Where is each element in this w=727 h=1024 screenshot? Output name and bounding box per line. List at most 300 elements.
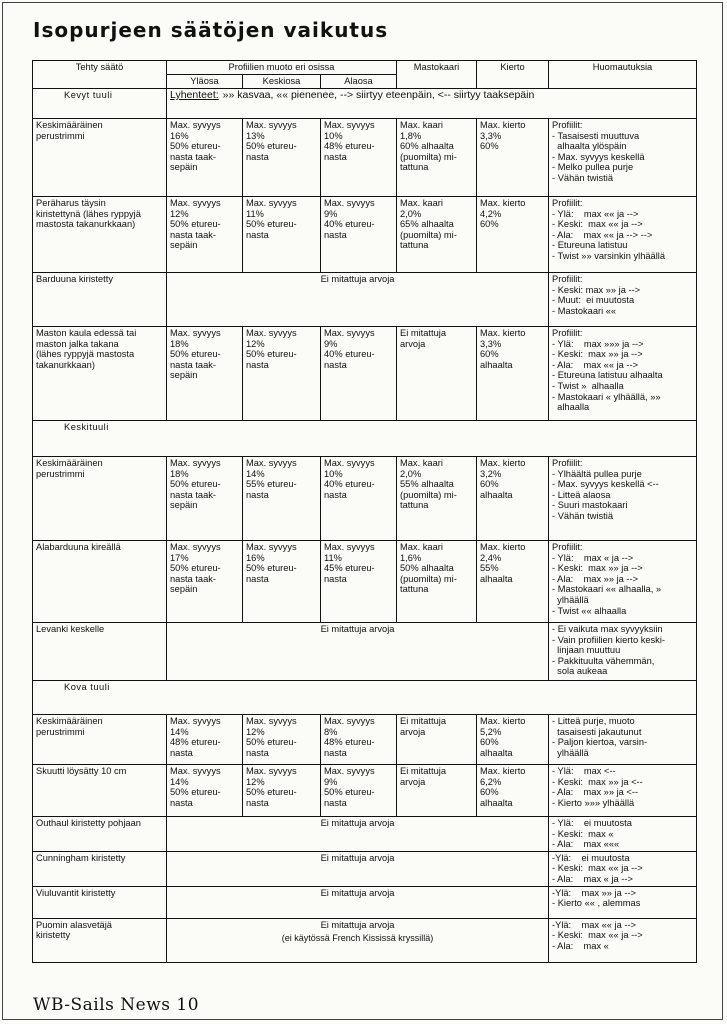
middle-cell	[243, 197, 321, 273]
twist-cell	[477, 541, 549, 623]
adjustment-cell-line: takanurkkaan)	[36, 359, 95, 370]
notes-cell-line: - Keski: max »» ja -->	[552, 349, 643, 360]
table-row	[33, 327, 697, 421]
adjustment-cell-line: Puomin alasvetäjä	[36, 919, 112, 930]
notes-cell-line: - Tasaisesti muuttuva	[552, 130, 640, 141]
mast-cell-line: arvoja	[400, 726, 426, 737]
header-notes: Huomautuksia	[549, 61, 697, 89]
middle-cell-line: nasta	[246, 229, 269, 240]
notes-cell-line: Profiilit:	[552, 198, 583, 208]
table-row	[33, 918, 697, 962]
adjustment-cell	[33, 817, 167, 852]
section-title: Keskituuli	[64, 422, 109, 432]
mast-cell-line: (puomilta) mi-	[400, 229, 457, 240]
notes-cell-line: sola aukeaa	[552, 666, 608, 677]
lower-cell-line: 10%	[324, 468, 343, 479]
notes-cell-line: Profiilit:	[552, 458, 583, 468]
notes-cell-line: linjaan muuttuu	[552, 645, 621, 656]
adjustment-cell-line: Outhaul kiristetty pohjaan	[36, 818, 141, 828]
upper-cell-line: sepäin	[170, 370, 198, 381]
twist-cell	[477, 715, 549, 765]
mast-cell-line: Ei mitattuja	[400, 328, 447, 338]
lower-cell-line: 45% etureu-	[324, 563, 375, 574]
upper-cell-line: nasta taak-	[170, 489, 216, 500]
adjustments-table	[32, 60, 697, 963]
adjustment-cell	[33, 918, 167, 962]
notes-cell-line: - Ala: max «« ja -->	[552, 359, 639, 370]
twist-cell-line: Max. kierto	[480, 542, 526, 552]
adjustment-cell-line: Alabarduuna kireällä	[36, 542, 121, 552]
upper-cell-line: Max. syvyys	[170, 542, 221, 552]
middle-cell-line: 50% etureu-	[246, 563, 297, 574]
notes-cell-line: - Muut: ei muutosta	[552, 295, 635, 306]
mast-cell-line: 65% alhaalta	[400, 219, 454, 230]
notes-cell-line: - Max. syvyys keskellä	[552, 151, 645, 162]
table-row	[33, 273, 697, 327]
notes-cell-line: - Twist «« alhaalla	[552, 605, 627, 616]
notes-cell-line: -Ylä: ei muutosta	[552, 852, 630, 863]
notes-cell-line: - Mastokaari ««	[552, 305, 617, 316]
upper-cell-line: 50% etureu-	[170, 141, 221, 152]
lower-cell	[321, 327, 397, 421]
notes-cell-line: - Keski: max «« ja -->	[552, 930, 643, 941]
notes-cell	[549, 273, 697, 327]
notes-cell-line: - Etureuna latistuu alhaalta	[552, 370, 663, 381]
no-data-cell	[167, 886, 549, 918]
notes-cell-line: - Ala: max »» ja <--	[552, 787, 639, 798]
adjustment-cell-line: perustrimmi	[36, 130, 85, 141]
notes-cell-line: Profiilit:	[552, 274, 583, 284]
upper-cell-line: 17%	[170, 552, 189, 563]
notes-cell-line: - Mastokaari «« alhaalla, »	[552, 584, 662, 595]
twist-cell-line: 3,3%	[480, 130, 502, 141]
adjustment-cell	[33, 851, 167, 886]
notes-cell-line: - Ylä: max »»» ja -->	[552, 338, 644, 349]
lower-cell-line: nasta	[324, 229, 347, 240]
twist-cell-line: Max. kierto	[480, 766, 526, 776]
table-row	[33, 197, 697, 273]
section-title-cell	[33, 89, 167, 119]
lower-cell	[321, 119, 397, 197]
middle-cell-line: Max. syvyys	[246, 542, 297, 552]
table-row	[33, 457, 697, 541]
notes-cell-line: - Ylhäältä pullea purje	[552, 468, 642, 479]
table-row	[33, 119, 697, 197]
twist-cell-line: alhaalta	[480, 489, 513, 500]
adjustment-cell-line: Viuluvantit kiristetty	[36, 887, 116, 898]
section-row	[33, 421, 697, 457]
mast-cell-line: arvoja	[400, 338, 426, 349]
middle-cell-line: 50% etureu-	[246, 141, 297, 152]
adjustment-cell	[33, 119, 167, 197]
mast-cell	[397, 197, 477, 273]
lower-cell-line: nasta	[324, 797, 347, 808]
page-footer: WB-Sails News 10	[33, 995, 200, 1015]
adjustment-cell	[33, 765, 167, 817]
notes-cell-line: - Ylä: max <--	[552, 766, 616, 776]
twist-cell-line: 3,3%	[480, 338, 502, 349]
twist-cell-line: 4,2%	[480, 208, 502, 219]
table-row	[33, 886, 697, 918]
upper-cell-line: sepäin	[170, 584, 198, 595]
no-data-text: Ei mitattuja arvoja	[320, 818, 395, 828]
middle-cell	[243, 327, 321, 421]
table-row	[33, 817, 697, 852]
upper-cell-line: 50% etureu-	[170, 479, 221, 490]
header-mast: Mastokaari	[397, 61, 477, 89]
middle-cell-line: 14%	[246, 468, 265, 479]
notes-cell-line: - Keski: max «« ja -->	[552, 863, 643, 874]
mast-cell-line: Ei mitattuja	[400, 716, 447, 726]
lower-cell-line: nasta	[324, 747, 347, 758]
lower-cell-line: Max. syvyys	[324, 766, 375, 776]
notes-cell	[549, 886, 697, 918]
twist-cell-line: Max. kierto	[480, 458, 526, 468]
legend-label: Lyhenteet:	[170, 89, 219, 101]
upper-cell-line: Max. syvyys	[170, 198, 221, 208]
notes-cell-line: - Ylä: max «« ja -->	[552, 208, 639, 219]
notes-cell	[549, 817, 697, 852]
notes-cell-line: - Keski: max »» ja <--	[552, 776, 643, 787]
middle-cell-line: 55% etureu-	[246, 479, 297, 490]
middle-cell-line: 50% etureu-	[246, 219, 297, 230]
upper-cell-line: Max. syvyys	[170, 328, 221, 338]
middle-cell-line: 11%	[246, 208, 264, 219]
mast-cell	[397, 715, 477, 765]
mast-cell	[397, 541, 477, 623]
notes-cell-line: - Ala: max « ja -->	[552, 873, 633, 884]
twist-cell	[477, 327, 549, 421]
section-row	[33, 89, 697, 119]
table-row	[33, 851, 697, 886]
adjustment-cell-line: Keskimääräinen	[36, 458, 103, 468]
mast-cell-line: Max. kaari	[400, 198, 443, 208]
no-data-cell	[167, 273, 549, 327]
upper-cell-line: 14%	[170, 726, 189, 737]
notes-cell-line: alhaalla	[552, 402, 590, 413]
middle-cell-line: nasta	[246, 747, 269, 758]
legend-text: »» kasvaa, «« pienenee, --> siirtyy eteenpäin, <-- siirtyy taaksepäin	[222, 89, 535, 101]
lower-cell-line: 40% etureu-	[324, 479, 375, 490]
upper-cell	[167, 197, 243, 273]
mast-cell-line: 60% alhaalta	[400, 141, 454, 152]
middle-cell	[243, 457, 321, 541]
twist-cell-line: 60%	[480, 349, 499, 360]
no-data-text: Ei mitattuja arvoja	[320, 624, 395, 634]
notes-cell-line: alhaalta ylöspäin	[552, 141, 627, 152]
upper-cell-line: 48% etureu-	[170, 737, 221, 748]
mast-cell-line: (puomilta) mi-	[400, 489, 457, 500]
middle-cell-line: 12%	[246, 338, 265, 349]
section-title-cell	[33, 681, 697, 715]
section-row	[33, 681, 697, 715]
twist-cell-line: Max. kierto	[480, 328, 526, 338]
upper-cell	[167, 765, 243, 817]
upper-cell-line: sepäin	[170, 500, 198, 511]
section-title: Kevyt tuuli	[64, 90, 113, 100]
mast-cell	[397, 765, 477, 817]
upper-cell-line: Max. syvyys	[170, 766, 221, 776]
twist-cell	[477, 457, 549, 541]
notes-cell-line: - Suuri mastokaari	[552, 500, 628, 511]
legend	[167, 89, 697, 119]
twist-cell-line: Max. kierto	[480, 120, 526, 130]
lower-cell-line: 9%	[324, 208, 338, 219]
upper-cell-line: sepäin	[170, 240, 198, 251]
mast-cell-line: 1,6%	[400, 552, 422, 563]
no-data-text: Ei mitattuja arvoja	[320, 919, 395, 930]
notes-cell-line: - Pakkituulta vähemmän,	[552, 655, 655, 666]
middle-cell-line: 16%	[246, 552, 265, 563]
adjustment-cell-line: mastosta takanurkkaan)	[36, 219, 136, 230]
twist-cell-line: 55%	[480, 563, 499, 574]
upper-cell-line: nasta taak-	[170, 229, 216, 240]
notes-cell-line: -Ylä: max «« ja -->	[552, 919, 636, 930]
twist-cell	[477, 765, 549, 817]
middle-cell-line: 12%	[246, 726, 265, 737]
middle-cell-line: 50% etureu-	[246, 349, 297, 360]
no-data-cell	[167, 623, 549, 681]
notes-cell-line: - Keski: max «	[552, 828, 614, 839]
upper-cell-line: nasta taak-	[170, 573, 216, 584]
adjustment-cell-line: Maston kaula edessä tai	[36, 328, 137, 338]
notes-cell-line: - Vähän twistiä	[552, 172, 613, 183]
twist-cell-line: alhaalta	[480, 797, 513, 808]
lower-cell-line: Max. syvyys	[324, 120, 375, 130]
upper-cell	[167, 541, 243, 623]
mast-cell-line: Max. kaari	[400, 542, 443, 552]
mast-cell-line: Ei mitattuja	[400, 766, 447, 776]
header-twist: Kierto	[477, 61, 549, 89]
twist-cell-line: 6,2%	[480, 776, 502, 787]
middle-cell-line: nasta	[246, 489, 269, 500]
upper-cell-line: nasta taak-	[170, 359, 216, 370]
twist-cell-line: alhaalta	[480, 573, 513, 584]
lower-cell-line: 9%	[324, 776, 338, 787]
middle-cell	[243, 119, 321, 197]
notes-cell-line: - Ala: max «	[552, 940, 609, 951]
adjustment-cell-line: Keskimääräinen	[36, 716, 103, 726]
no-data-subtext: (ei käytössä French Kississä kryssillä)	[281, 933, 434, 944]
notes-cell-line: - Ylä: max « ja -->	[552, 552, 634, 563]
twist-cell-line: 60%	[480, 787, 499, 798]
lower-cell-line: 48% etureu-	[324, 737, 375, 748]
upper-cell-line: sepäin	[170, 162, 198, 173]
upper-cell-line: 16%	[170, 130, 189, 141]
twist-cell-line: 5,2%	[480, 726, 502, 737]
mast-cell-line: (puomilta) mi-	[400, 573, 457, 584]
twist-cell	[477, 119, 549, 197]
notes-cell-line: - Kierto »»» ylhäällä	[552, 797, 635, 808]
twist-cell-line: 3,2%	[480, 468, 502, 479]
notes-cell	[549, 918, 697, 962]
no-data-text: Ei mitattuja arvoja	[320, 887, 395, 898]
no-data-text: Ei mitattuja arvoja	[320, 852, 395, 863]
twist-cell	[477, 197, 549, 273]
notes-cell	[549, 119, 697, 197]
notes-cell	[549, 851, 697, 886]
no-data-cell	[167, 817, 549, 852]
notes-cell	[549, 715, 697, 765]
no-data-cell	[167, 851, 549, 886]
twist-cell-line: alhaalta	[480, 747, 513, 758]
mast-cell-line: tattuna	[400, 240, 429, 251]
middle-cell-line: Max. syvyys	[246, 716, 297, 726]
adjustment-cell-line: Skuutti löysätty 10 cm	[36, 766, 127, 776]
twist-cell-line: Max. kierto	[480, 716, 526, 726]
upper-cell-line: Max. syvyys	[170, 458, 221, 468]
middle-cell	[243, 765, 321, 817]
notes-cell-line: - Melko pullea purje	[552, 162, 634, 173]
notes-cell-line: - Keski: max »» ja -->	[552, 563, 643, 574]
notes-cell-line: - Twist »» varsinkin ylhäällä	[552, 250, 666, 261]
notes-cell	[549, 327, 697, 421]
adjustment-cell	[33, 715, 167, 765]
notes-cell-line: -Ylä: max »» ja -->	[552, 887, 636, 898]
mast-cell-line: Max. kaari	[400, 458, 443, 468]
adjustment-cell-line: perustrimmi	[36, 726, 85, 737]
adjustment-cell-line: kiristettynä (lähes ryppyjä	[36, 208, 141, 219]
lower-cell-line: Max. syvyys	[324, 458, 375, 468]
notes-cell-line: - Ala: max »» ja -->	[552, 573, 639, 584]
notes-cell-line: - Vain profiilien kierto keski-	[552, 634, 665, 645]
notes-cell-line: - Max. syvyys keskellä <--	[552, 479, 659, 490]
upper-cell	[167, 457, 243, 541]
upper-cell-line: 18%	[170, 468, 189, 479]
middle-cell-line: Max. syvyys	[246, 458, 297, 468]
notes-cell-line: Profiilit:	[552, 328, 583, 338]
notes-cell	[549, 541, 697, 623]
twist-cell-line: 60%	[480, 479, 499, 490]
notes-cell-line: - Keski: max »» ja -->	[552, 284, 641, 295]
adjustment-cell-line: Peräharus täysin	[36, 198, 106, 208]
mast-cell-line: 50% alhaalta	[400, 563, 454, 574]
adjustment-cell-line: (lähes ryppyjä mastosta	[36, 349, 135, 360]
notes-cell-line: - Mastokaari « ylhäällä, »»	[552, 391, 661, 402]
adjustment-cell	[33, 197, 167, 273]
notes-cell-line: - Ala: max «« ja --> -->	[552, 229, 653, 240]
middle-cell-line: 50% etureu-	[246, 787, 297, 798]
middle-cell-line: Max. syvyys	[246, 766, 297, 776]
notes-cell	[549, 457, 697, 541]
notes-cell-line: - Paljon kiertoa, varsin-	[552, 737, 648, 748]
upper-cell-line: nasta taak-	[170, 151, 216, 162]
lower-cell-line: nasta	[324, 489, 347, 500]
upper-cell-line: Max. syvyys	[170, 716, 221, 726]
mast-cell	[397, 457, 477, 541]
header-lower: Alaosa	[321, 75, 397, 89]
middle-cell-line: 50% etureu-	[246, 737, 297, 748]
notes-cell-line: tasaisesti jakautunut	[552, 726, 642, 737]
notes-cell-line: - Ylä: ei muutosta	[552, 818, 632, 828]
lower-cell-line: Max. syvyys	[324, 542, 375, 552]
middle-cell-line: nasta	[246, 359, 269, 370]
adjustment-cell	[33, 623, 167, 681]
notes-cell-line: - Twist » alhaalla	[552, 380, 624, 391]
notes-cell-line: - Ala: max «««	[552, 839, 620, 850]
notes-cell	[549, 765, 697, 817]
notes-cell-line: ylhäällä	[552, 747, 589, 758]
twist-cell-line: alhaalta	[480, 359, 513, 370]
upper-cell-line: 12%	[170, 208, 189, 219]
lower-cell-line: nasta	[324, 151, 347, 162]
table-row	[33, 715, 697, 765]
mast-cell-line: 2,0%	[400, 468, 422, 479]
upper-cell-line: Max. syvyys	[170, 120, 221, 130]
lower-cell-line: Max. syvyys	[324, 198, 375, 208]
mast-cell-line: 2,0%	[400, 208, 422, 219]
middle-cell-line: 13%	[246, 130, 265, 141]
twist-cell-line: 60%	[480, 737, 499, 748]
lower-cell-line: 8%	[324, 726, 338, 737]
lower-cell-line: 11%	[324, 552, 342, 563]
middle-cell	[243, 715, 321, 765]
notes-cell-line: - Ei vaikuta max syvyyksiin	[552, 624, 663, 634]
notes-cell-line: - Kierto «« , alemmas	[552, 898, 641, 909]
upper-cell-line: nasta	[170, 797, 193, 808]
notes-cell-line: - Vähän twistiä	[552, 510, 613, 521]
table-row	[33, 765, 697, 817]
adjustment-cell-line: Keskimääräinen	[36, 120, 103, 130]
adjustment-cell-line: Barduuna kiristetty	[36, 274, 113, 284]
lower-cell-line: 48% etureu-	[324, 141, 375, 152]
lower-cell-line: nasta	[324, 573, 347, 584]
upper-cell-line: 50% etureu-	[170, 219, 221, 230]
twist-cell-line: 60%	[480, 219, 499, 230]
mast-cell-line: 1,8%	[400, 130, 422, 141]
header-adjustment: Tehty säätö	[33, 61, 167, 89]
notes-cell-line: Profiilit:	[552, 120, 583, 130]
middle-cell-line: 12%	[246, 776, 265, 787]
upper-cell	[167, 119, 243, 197]
lower-cell	[321, 457, 397, 541]
lower-cell	[321, 715, 397, 765]
middle-cell-line: Max. syvyys	[246, 120, 297, 130]
twist-cell-line: Max. kierto	[480, 198, 526, 208]
mast-cell-line: Max. kaari	[400, 120, 443, 130]
upper-cell-line: 14%	[170, 776, 189, 787]
adjustment-cell	[33, 457, 167, 541]
upper-cell-line: 50% etureu-	[170, 349, 221, 360]
lower-cell	[321, 765, 397, 817]
upper-cell-line: 18%	[170, 338, 189, 349]
middle-cell-line: nasta	[246, 151, 269, 162]
mast-cell-line: 55% alhaalta	[400, 479, 454, 490]
middle-cell	[243, 541, 321, 623]
lower-cell	[321, 197, 397, 273]
section-title-cell	[33, 421, 697, 457]
no-data-text: Ei mitattuja arvoja	[320, 274, 395, 284]
adjustment-cell	[33, 541, 167, 623]
adjustment-cell	[33, 886, 167, 918]
section-title: Kova tuuli	[64, 682, 110, 692]
twist-cell-line: 60%	[480, 141, 499, 152]
notes-cell-line: - Etureuna latistuu	[552, 240, 628, 251]
twist-cell-line: 2,4%	[480, 552, 502, 563]
mast-cell-line: arvoja	[400, 776, 426, 787]
notes-cell-line: - Litteä alaosa	[552, 489, 611, 500]
mast-cell	[397, 327, 477, 421]
adjustment-cell-line: maston jalka takana	[36, 338, 119, 349]
notes-cell	[549, 623, 697, 681]
mast-cell	[397, 119, 477, 197]
mast-cell-line: tattuna	[400, 500, 429, 511]
mast-cell-line: (puomilta) mi-	[400, 151, 457, 162]
table-row	[33, 541, 697, 623]
lower-cell-line: nasta	[324, 359, 347, 370]
lower-cell-line: 40% etureu-	[324, 219, 375, 230]
lower-cell-line: Max. syvyys	[324, 716, 375, 726]
